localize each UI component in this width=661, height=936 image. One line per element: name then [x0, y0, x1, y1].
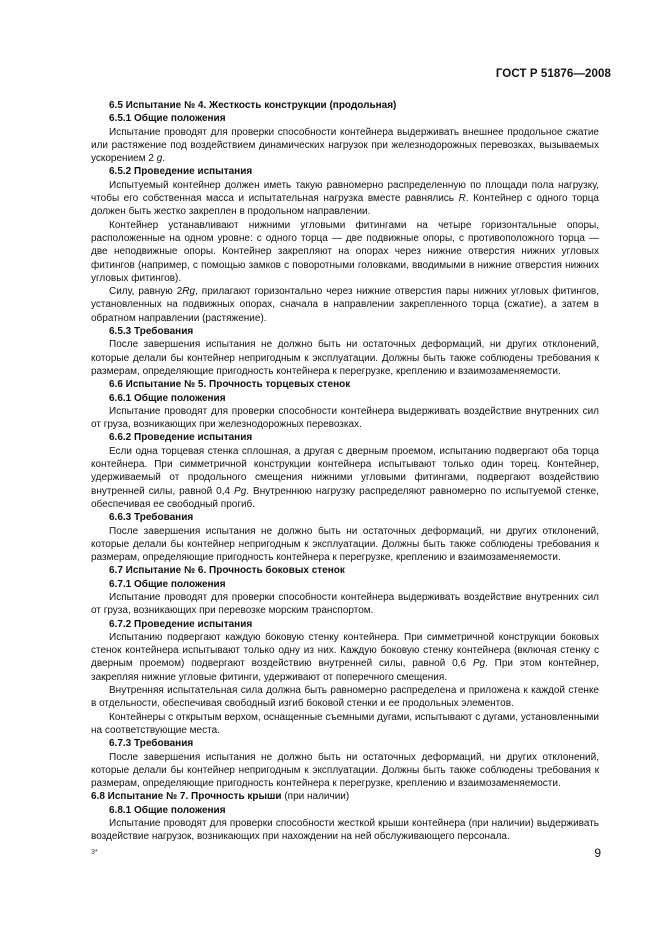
section-6-7-1-title: 6.7.1 Общие положения	[109, 578, 226, 590]
section-6-5-1-paragraph: Испытание проводят для проверки способности контейнера выдерживать внешнее продольное сжатие или растяжение под воздействием динамических нагрузок при железнодорожных перевозках, вызываемых ускорением 2 g.	[91, 126, 599, 165]
section-6-7-2-title: 6.7.2 Проведение испытания	[109, 618, 253, 630]
section-6-5-2-paragraph-3: Силу, равную 2Rg, прилагают горизонтально через нижние отверстия пары нижних угловых фитингов, установленных на подвижных опорах, сначала в направлении закрепленного торца (сжатие), а затем в обратном направлении (растяжение).	[91, 286, 599, 324]
section-6-7-2-paragraph-3: Контейнеры с открытым верхом, оснащенные съемными дугами, испытывают с дугами, установленными на соответствующие места.	[91, 711, 599, 736]
section-6-7-title: 6.7 Испытание № 6. Прочность боковых стенок	[109, 565, 345, 577]
section-6-8-1-title: 6.8.1 Общие положения	[109, 804, 226, 816]
page-number: 9	[594, 846, 601, 860]
section-6-7-2-paragraph-1: Испытанию подвергают каждую боковую стенку контейнера. При симметричной конструкции боковых стенок контейнера испытывают только одну из них. Каждую боковую стенку контейнера (включая стенку с дверным проемом) подвергают воздействию внутренней силы, равной 0,6 Pg. При этом контейнер, закрепляя нижние угловые фитинги, удерживают от поперечного смещения.	[91, 631, 599, 683]
section-6-5-title: 6.5 Испытание № 4. Жесткость конструкции (продольная)	[109, 100, 397, 111]
section-6-5-3-paragraph: После завершения испытания не должно быть ни остаточных деформаций, ни других отклонений, которые делали бы контейнер непригодным к эксплуатации. Должны быть также соблюдены требования к размерам, определяющие пригодность контейнера к перегрузке, креплению и взаимозаменяемости.	[91, 339, 599, 377]
section-6-6-1-paragraph: Испытание проводят для проверки способности контейнера выдерживать воздействие внутренних сил от груза, возникающих при железнодорожных перевозках.	[91, 405, 599, 431]
section-6-6-1-title: 6.6.1 Общие положения	[109, 392, 226, 404]
section-6-5-3-title: 6.5.3 Требования	[109, 326, 194, 338]
section-6-5-2-paragraph-2: Контейнер устанавливают нижними угловыми фитингами на четыре горизонтальные опоры, расположенные на одном уровне: с одного торца — две подвижные опоры, с противоположного торца — две неподвижные опоры. Контейнер закрепляют на опорах через нижние отверстия нижних угловых фитингов (например, с помощью замков с поворотными головками, вводимыми в нижние отверстия нижних угловых фитингов).	[91, 219, 599, 284]
section-6-5-2-paragraph-1: Испытуемый контейнер должен иметь такую равномерно распределенную по площади пола нагрузку, чтобы его собственная масса и испытательная нагрузка вместе равнялись R. Контейнер с одного торца должен быть жестко закреплен в продольном направлении.	[91, 179, 599, 218]
section-6-7-3-title: 6.7.3 Требования	[109, 738, 194, 750]
section-6-7-3-paragraph: После завершения испытания не должно быть ни остаточных деформаций, ни других отклонений, которые делали бы контейнер непригодным к эксплуатации. Должны быть также соблюдены требования к размерам, определяющие пригодность контейнера к перегрузке, креплению и взаимозаменяемости.	[91, 751, 599, 790]
section-6-5-1-title: 6.5.1 Общие положения	[109, 113, 226, 125]
section-6-7-1-paragraph: Испытание проводят для проверки способности контейнера выдерживать воздействие внутренних сил от груза, возникающих при перевозке морским транспортом.	[91, 591, 599, 617]
section-6-6-3-title: 6.6.3 Требования	[109, 512, 194, 524]
document-header: ГОСТ Р 51876—2008	[495, 68, 611, 80]
section-6-8-title: 6.8 Испытание № 7. Прочность крыши (при наличии)	[91, 791, 350, 803]
section-6-6-3-paragraph: После завершения испытания не должно быть ни остаточных деформаций, ни других отклонений, которые делали бы контейнер непригодным к эксплуатации. Должны быть также соблюдены требования к размерам, определяющие пригодность контейнера к перегрузке, креплению и взаимозаменяемости.	[91, 525, 599, 564]
section-6-6-2-title: 6.6.2 Проведение испытания	[109, 432, 253, 444]
document-body	[91, 99, 599, 844]
section-6-7-2-paragraph-2: Внутренняя испытательная сила должна быть равномерно распределена и приложена к каждой стенке в отдельности, обеспечивая свободный изгиб боковой стенки и ее продольных элементов.	[91, 685, 599, 710]
section-6-6-2-paragraph: Если одна торцевая стенка сплошная, а другая с дверным проемом, испытанию подвергают оба торца контейнера. При симметричной конструкции контейнера испытывают только один торец. Контейнер, удерживаемый от продольного смещения нижними угловыми фитингами, подвергают воздействию внутренней силы, равной 0,4 Pg. Внутреннюю нагрузку распределяют равномерно по испытуемой стенке, обеспечивая ее свободный прогиб.	[91, 445, 599, 510]
footer-signature-mark: 3*	[91, 849, 98, 856]
section-6-6-title: 6.6 Испытание № 5. Прочность торцевых стенок	[109, 379, 351, 391]
section-6-8-1-paragraph: Испытание проводят для проверки способности жесткой крыши контейнера (при наличии) выдерживать воздействие нагрузок, возникающих при нахождении на ней обслуживающего персонала.	[91, 818, 599, 843]
section-6-5-2-title: 6.5.2 Проведение испытания	[109, 166, 253, 178]
